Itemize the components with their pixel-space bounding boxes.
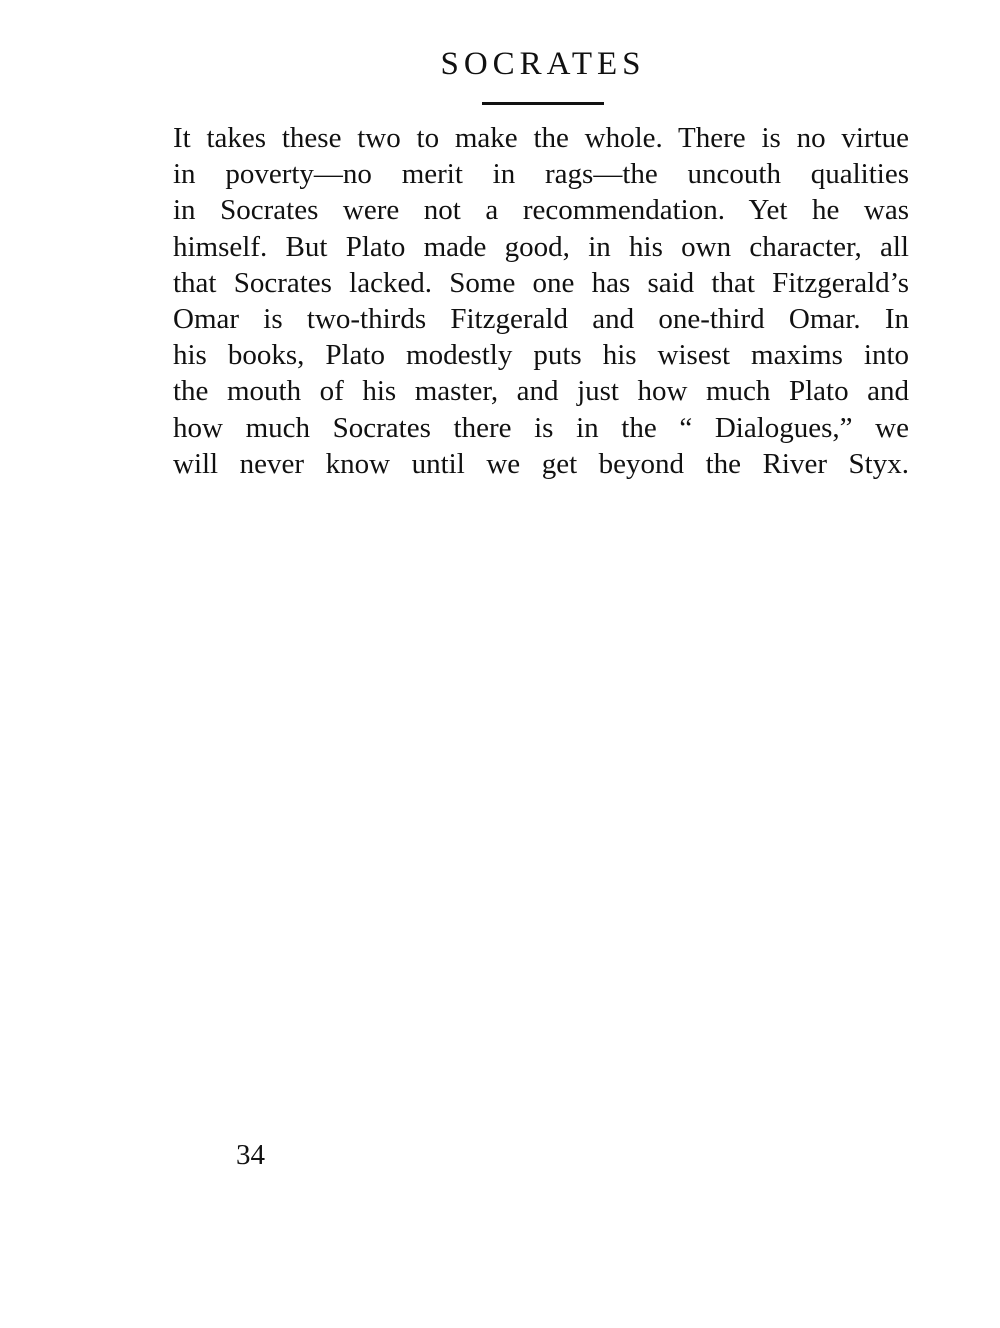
text-line: his books, Plato modestly puts his wisest maxims into	[173, 339, 909, 372]
text-line: It takes these two to make the whole. There is no virtue	[173, 122, 909, 154]
text-line: the mouth of his master, and just how much Plato and	[173, 375, 909, 408]
text-line: how much Socrates there is in the “ Dialogues,” we	[173, 411, 909, 444]
text-line: that Socrates lacked. Some one has said that Fitzgerald’s	[173, 266, 909, 299]
running-head: SOCRATES	[440, 46, 646, 82]
page-number: 34	[236, 1139, 265, 1171]
text-line: Omar is two-thirds Fitzgerald and one-third Omar. In	[173, 302, 909, 335]
body-paragraph	[173, 120, 909, 482]
header-rule	[482, 102, 604, 105]
text-line: himself. But Plato made good, in his own character, all	[173, 230, 909, 263]
text-line: in Socrates were not a recommendation. Yet he was	[173, 194, 909, 227]
text-line: will never know until we get beyond the River Styx.	[173, 447, 909, 480]
text-line: in poverty—no merit in rags—the uncouth qualities	[173, 158, 909, 191]
